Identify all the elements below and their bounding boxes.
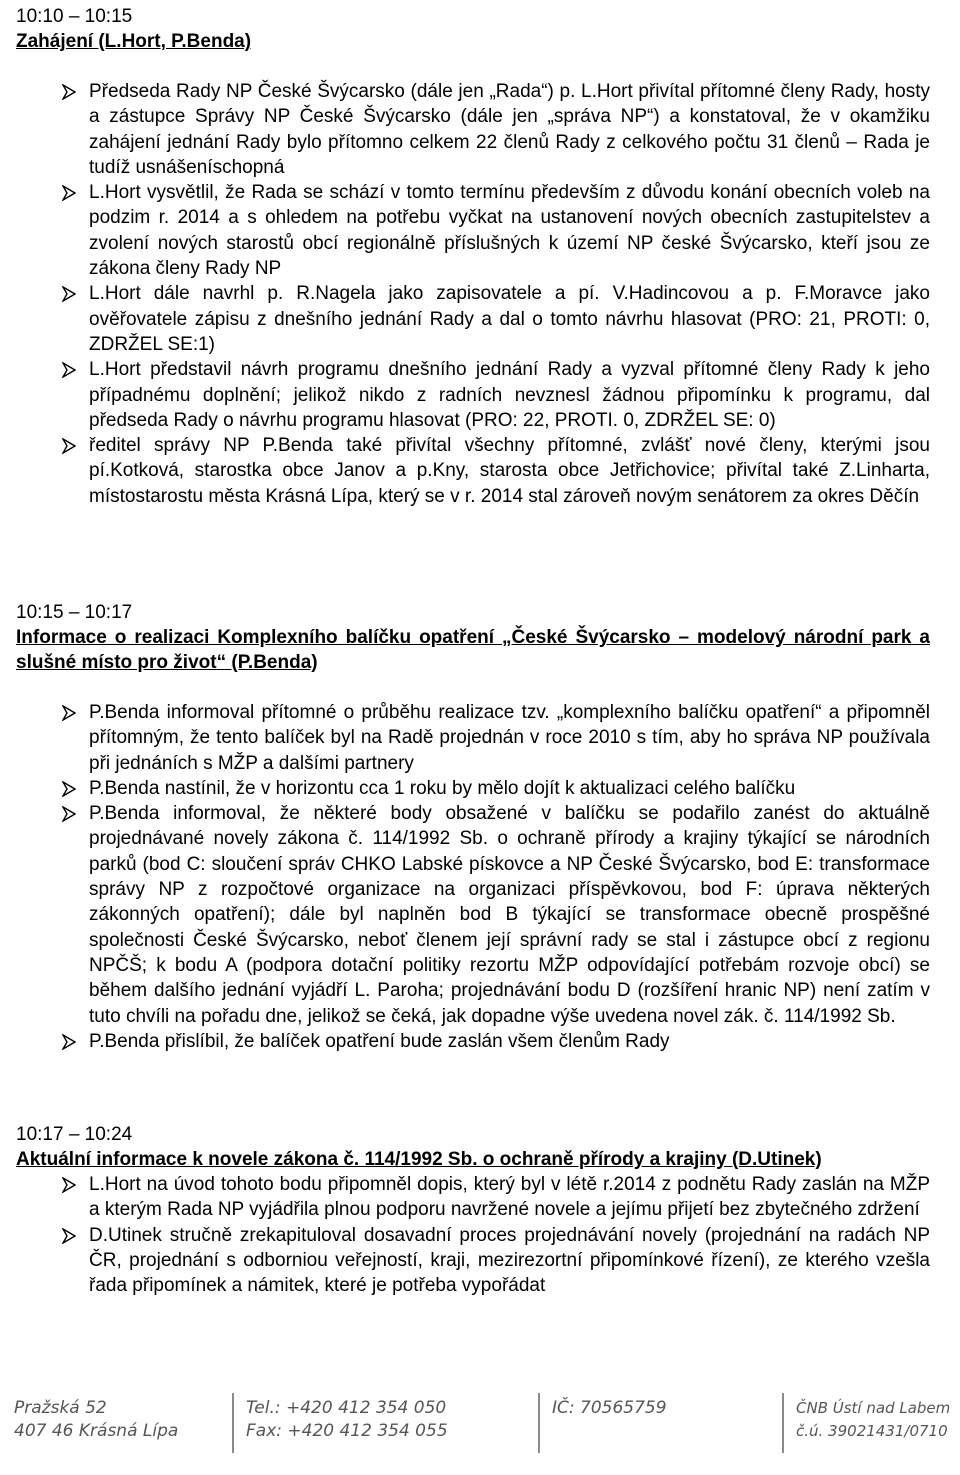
section-time: 10:10 – 10:15 xyxy=(16,6,133,27)
list-item xyxy=(16,1172,930,1223)
page-footer xyxy=(0,1393,960,1475)
arrow-bullet-icon xyxy=(62,286,76,302)
list-item-text: P.Benda přislíbil, že balíček opatření bude zaslán všem členům Rady xyxy=(89,1030,670,1052)
footer-address-line1: Pražská 52 xyxy=(14,1398,107,1418)
section-package-info xyxy=(16,600,930,1054)
footer-address-line2: 407 46 Krásná Lípa xyxy=(14,1421,179,1441)
list-item xyxy=(16,79,930,180)
list-item-text: L.Hort dále navrhl p. R.Nagela jako zapisovatele a pí. V.Hadincovou a p. F.Moravce jako ověřovatele zápisu z dnešního jednání Rady a dal o tomto návrhu hlasovat (PRO: 21, PROTI: 0, ZDRŽEL SE:1) xyxy=(89,283,930,355)
list-item-text: P.Benda informoval, že některé body obsažené v balíčku se podařilo zanést do aktuálně projednávané novely zákona č. 114/1992 Sb. o ochraně přírody a krajiny týkající se národních parků (bod C: sloučení správ CHKO Labské pískovce a NP České Švýcarsko, bod E: transformace správy NP z rozpočtové organizace na organizaci příspěvkovou, bod F: úprava některých zákonných opatření); dále byl naplněn bod B týkající se transformace obecně prospěšné společnosti České Švýcarsko, neboť členem její správní rady se stal i zástupce obcí z regionu NPČŠ; k bodu A (podpora dotační politiky rezortu MŽP odpovídající potřebám rozvoje obcí) se během dalšího jednání vyjádří L. Paroha; projednávání bodu D (rozšíření hranic NP) není zatím v tuto chvíli na pořadu dne, jelikož se čeká, jak dopadne výše uvedena novel zák. č. 114/1992 Sb. xyxy=(89,803,930,1027)
list-item-text: Předseda Rady NP České Švýcarsko (dále jen „Rada“) p. L.Hort přivítal přítomné členy Rady, hosty a zástupce Správy NP České Švýcarsko (dále jen „správa NP“) a konstatoval, že v okamžiku zahájení jednání Rady bylo přítomno celkem 22 členů Rady z celkového počtu 31 členů – Rada je tudíž usnášeníschopná xyxy=(89,81,930,178)
footer-divider xyxy=(232,1393,234,1453)
arrow-bullet-icon xyxy=(62,362,76,378)
section-heading: Informace o realizaci Komplexního balíčku opatření „České Švýcarsko – modelový národní park a slušné místo pro život“ (P.Benda) xyxy=(16,627,930,673)
arrow-bullet-icon xyxy=(62,438,76,454)
list-item xyxy=(16,433,930,509)
list-item xyxy=(16,700,930,776)
section-time: 10:17 – 10:24 xyxy=(16,1124,133,1145)
arrow-bullet-icon xyxy=(62,185,76,201)
list-item-text: L.Hort na úvod tohoto bodu připomněl dopis, který byl v létě r.2014 z podnětu Rady zaslán na MŽP a kterým Rada NP vyjádřila plnou podporu navržené novele a jejímu přijetí bez zbytečného zdržení xyxy=(89,1174,930,1221)
arrow-bullet-icon xyxy=(62,806,76,822)
section-heading: Zahájení (L.Hort, P.Benda) xyxy=(16,31,252,52)
list-item xyxy=(16,776,930,801)
list-item-text: L.Hort představil návrh programu dnešního jednání Rady a vyzval přítomné členy Rady k jeho případnému doplnění; jelikož nikdo z radních nevznesl žádnou připomínku k programu, dal předseda Rady o návrhu programu hlasovat (PRO: 22, PROTI. 0, ZDRŽEL SE: 0) xyxy=(89,359,930,431)
list-item-text: P.Benda informoval přítomné o průběhu realizace tzv. „komplexního balíčku opatření“ a připomněl přítomným, že tento balíček byl na Radě projednán v roce 2010 s tím, aby ho správa NP používala při jednáních s MŽP a dalšími partnery xyxy=(89,702,930,774)
list-item-text: L.Hort vysvětlil, že Rada se schází v tomto termínu především z důvodu konání obecních voleb na podzim r. 2014 a s ohledem na potřebu vyčkat na ustanovení nových obecních zastupitelstev a zvolení nových starostů obcí regionálně příslušných k území NP české Švýcarsko, kteří jsou ze zákona členy Rady NP xyxy=(89,182,930,280)
list-item xyxy=(16,180,930,281)
arrow-bullet-icon xyxy=(62,84,76,100)
list-item-text: P.Benda nastínil, že v horizontu cca 1 roku by mělo dojít k aktualizaci celého balíčku xyxy=(89,777,796,799)
list-item-text: ředitel správy NP P.Benda také přivítal všechny přítomné, zvlášť nové členy, kterými jsou pí.Kotková, starostka obce Janov a p.Kny, starosta obce Jetřichovice; přivítal také Z.Linharta, místostarostu města Krásná Lípa, který se v r. 2014 stal zároveň novým senátorem za okres Děčín xyxy=(89,435,930,507)
section-law-amendment xyxy=(16,1122,930,1298)
footer-tel: Tel.: +420 412 354 050 xyxy=(246,1398,447,1418)
arrow-bullet-icon xyxy=(62,1034,76,1050)
list-item-text: D.Utinek stručně zrekapituloval dosavadní proces projednávání novely (projednání na radách NP ČR, projednání s odborniou veřejností, kraji, mezirezortní připomínkové řízení), ze kterého vzešla řada připomínek a námitek, které je potřeba vypořádat xyxy=(89,1224,930,1297)
footer-divider xyxy=(782,1393,784,1453)
arrow-bullet-icon xyxy=(62,1228,76,1244)
bullet-list xyxy=(16,79,930,509)
footer-address xyxy=(14,1397,178,1443)
list-item xyxy=(16,1029,930,1054)
footer-divider xyxy=(538,1393,540,1453)
section-time: 10:15 – 10:17 xyxy=(16,602,133,623)
section-opening xyxy=(16,4,930,509)
section-heading: Aktuální informace k novele zákona č. 114/1992 Sb. o ochraně přírody a krajiny (D.Utinek) xyxy=(16,1149,822,1170)
bullet-list xyxy=(16,700,930,1054)
arrow-bullet-icon xyxy=(62,705,76,721)
arrow-bullet-icon xyxy=(62,781,76,797)
arrow-bullet-icon xyxy=(62,1177,76,1193)
footer-phone xyxy=(246,1397,448,1443)
bullet-list xyxy=(16,1172,930,1298)
footer-bank xyxy=(796,1397,950,1443)
footer-ic xyxy=(552,1397,667,1420)
footer-ic-number: IČ: 70565759 xyxy=(552,1398,667,1418)
list-item xyxy=(16,801,930,1029)
footer-fax: Fax: +420 412 354 055 xyxy=(246,1421,448,1441)
list-item xyxy=(16,1223,930,1299)
list-item xyxy=(16,281,930,357)
list-item xyxy=(16,357,930,433)
footer-bank-line1: ČNB Ústí nad Labem xyxy=(796,1399,951,1417)
footer-bank-line2: č.ú. 39021431/0710 xyxy=(796,1422,948,1440)
